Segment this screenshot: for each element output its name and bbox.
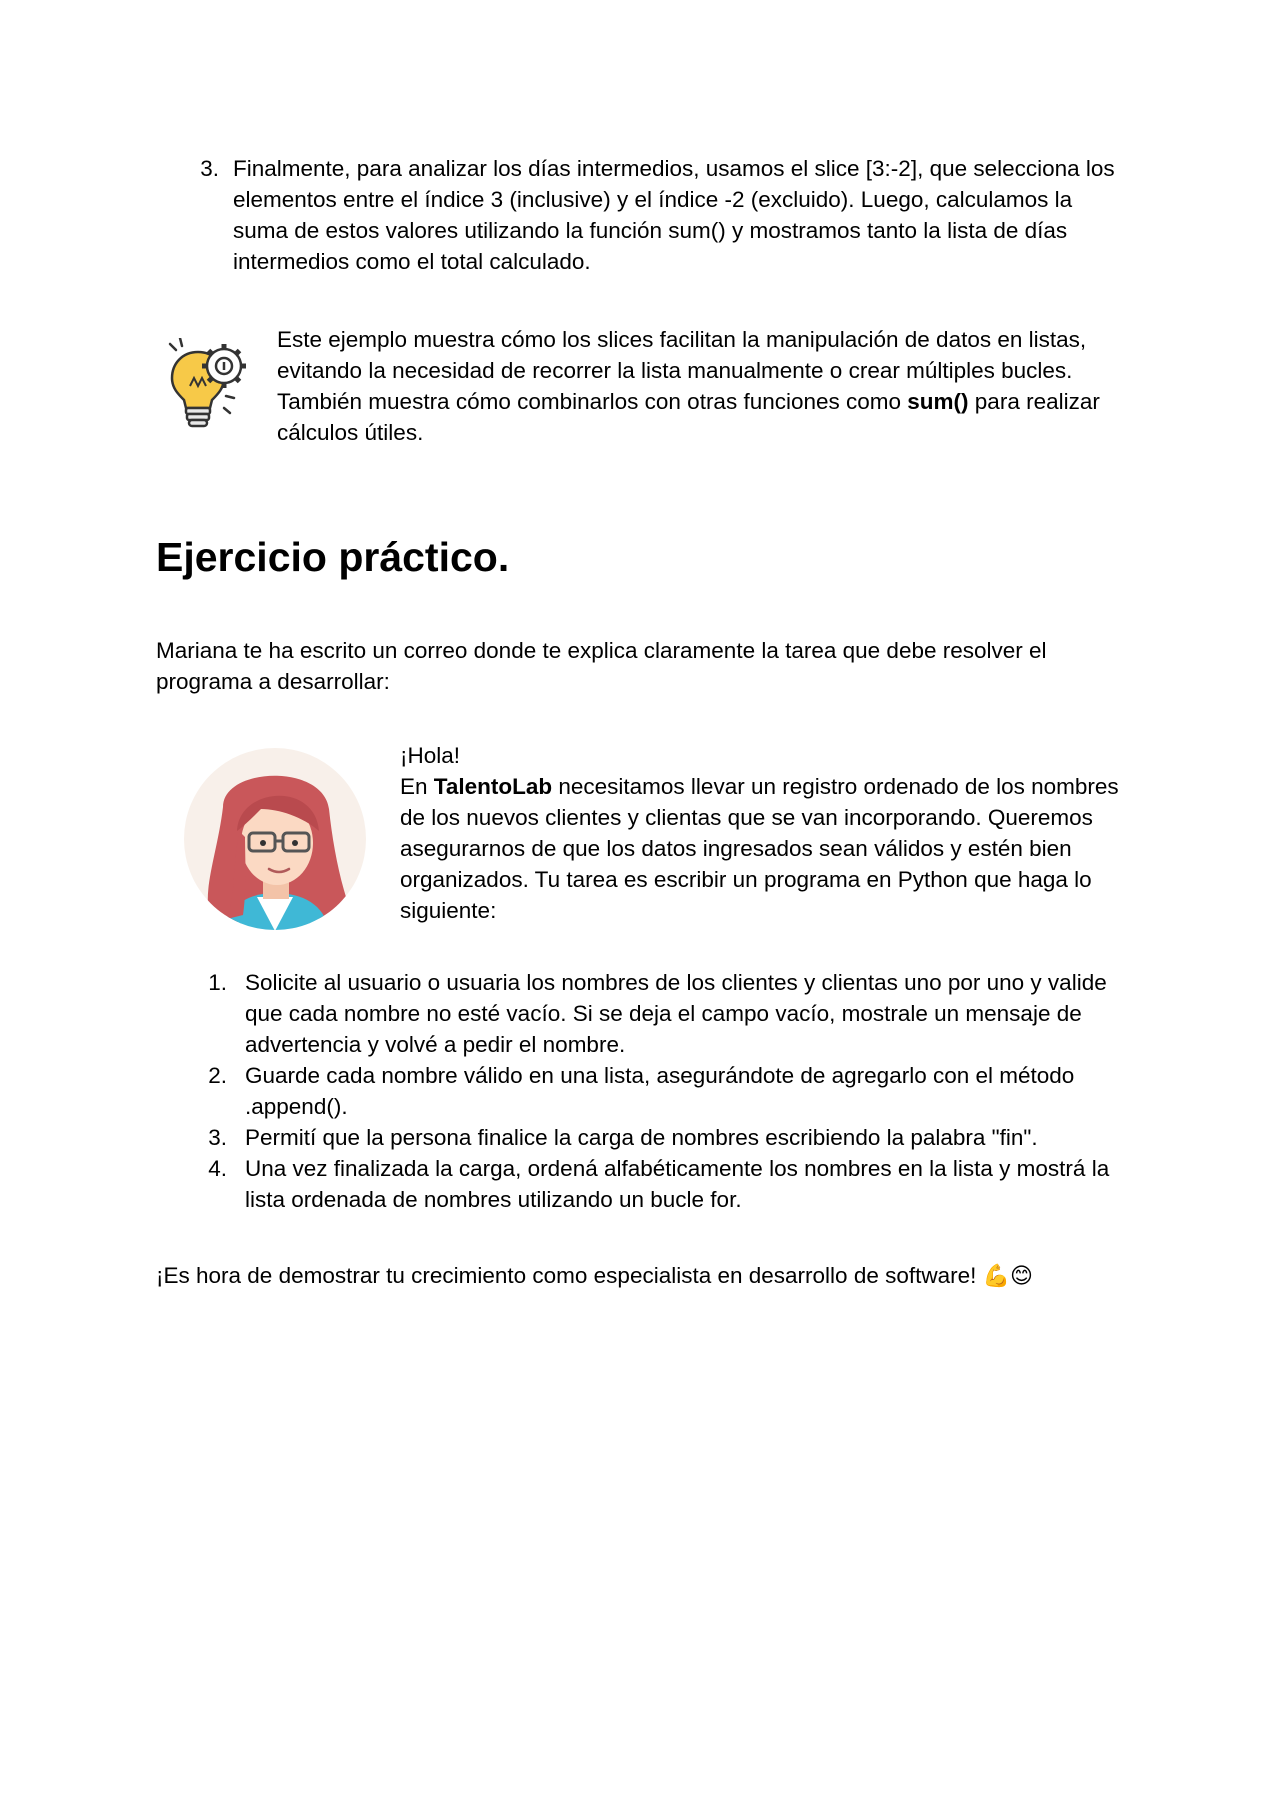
intro-paragraph: Mariana te ha escrito un correo donde te explica claramente la tarea que debe resolver el programa a desarrollar:: [156, 638, 1047, 694]
email-message: [400, 740, 1140, 926]
sum-function-text: sum(): [907, 389, 969, 414]
brand-name: TalentoLab: [433, 774, 553, 799]
section-heading: Ejercicio práctico.: [156, 534, 510, 580]
list-item: 2. Guarde cada nombre válido en una lista, asegurándote de agregarlo con el método .append().: [208, 1063, 1075, 1119]
list-item: 4. Una vez finalizada la carga, ordená alfabéticamente los nombres en la lista y mostrá la lista ordenada de nombres utilizando un bucle for.: [208, 1156, 1110, 1212]
avatar: [183, 747, 367, 931]
list-item: 1. Solicite al usuario o usuaria los nombres de los clientes y clientas uno por uno y valide que cada nombre no esté vacío. Si se deja el campo vacío, mostrale un mensaje de advertencia y volvé a pedir el nombre.: [208, 970, 1107, 1057]
list-item-3: [193, 153, 1133, 277]
lightbulb-gear-icon: [168, 338, 252, 430]
greeting: ¡Hola!: [400, 743, 461, 768]
list-item-text: Finalmente, para analizar los días intermedios, usamos el slice [3:-2], que selecciona los elementos entre el índice 3 (inclusive) y el índice -2 (excluido). Luego, calculamos la suma de estos valores utilizando la función sum() y mostramos tanto la lista de días intermedios como el total calculado.: [233, 156, 1115, 274]
list-number: 3.: [200, 156, 219, 181]
message-body: En TalentoLab necesitamos llevar un registro ordenado de los nombres de los nuevos clientes y clientas que se van incorporando. Queremos asegurarnos de que los datos ingresados sean válidos y estén bien organizados. Tu tarea es escribir un programa en Python que haga lo siguiente:: [400, 774, 1119, 923]
task-list: [203, 967, 1123, 1215]
list-item: 3. Permití que la persona finalice la carga de nombres escribiendo la palabra "fin".: [208, 1125, 1038, 1150]
flexed-biceps-smile-emoji: 💪😊: [982, 1264, 1033, 1289]
tip-text: Este ejemplo muestra cómo los slices facilitan la manipulación de datos en listas, evitando la necesidad de recorrer la lista manualmente o crear múltiples bucles. También muestra cómo combinarlos con otras funciones como sum() para realizar cálculos útiles.: [277, 327, 1100, 445]
closing-paragraph: ¡Es hora de demostrar tu crecimiento como especialista en desarrollo de software! 💪😊: [156, 1263, 1033, 1289]
